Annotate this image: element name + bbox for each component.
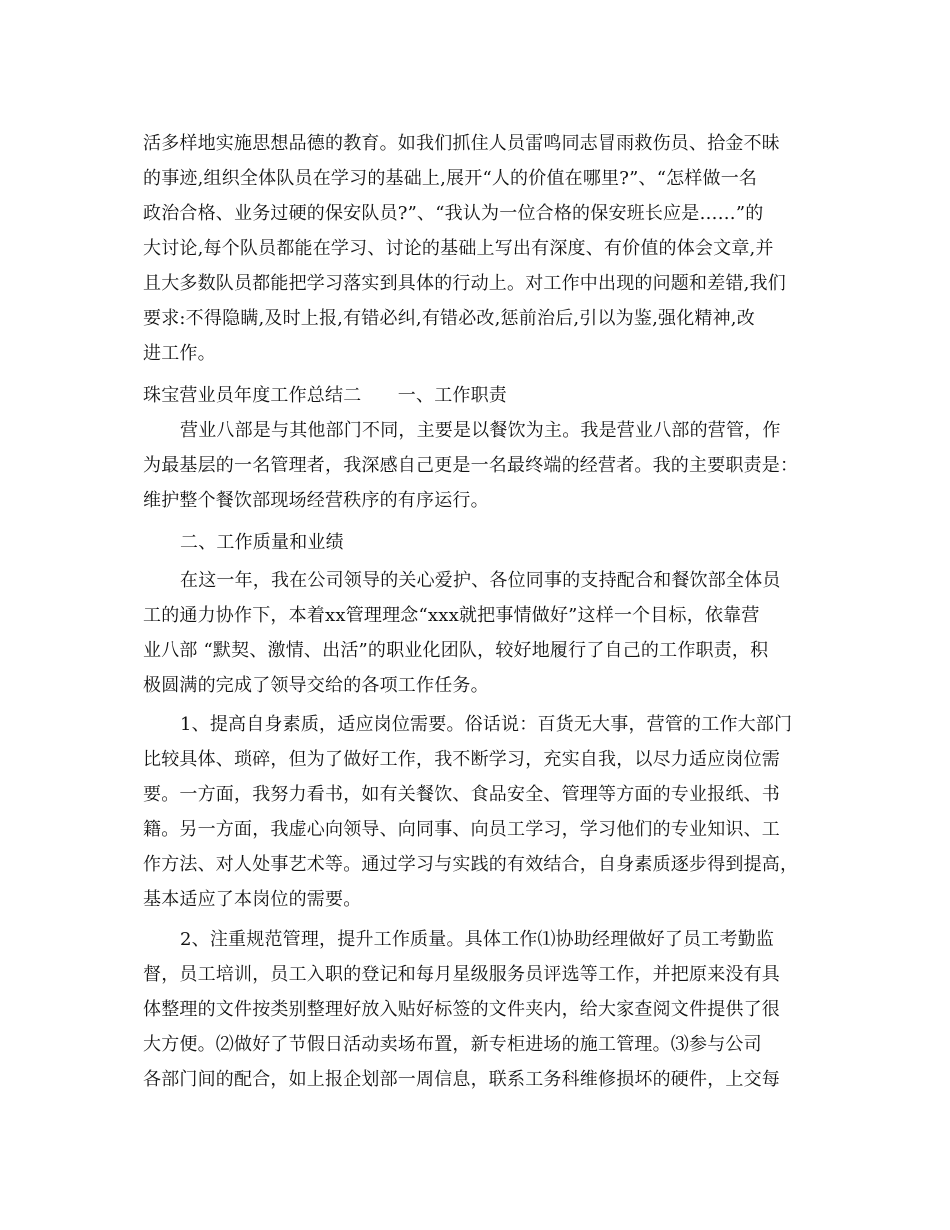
text-line: 1、提高自身素质，适应岗位需要。俗话说：百货无大事，营管的工作大部门	[180, 714, 793, 735]
text-line: 业八部 “默契、激情、出活”的职业化团队，较好地履行了自己的工作职责，积	[143, 640, 769, 661]
text-line: 籍。另一方面，我虚心向领导、向同事、向员工学习，学习他们的专业知识、工	[143, 819, 780, 840]
text-line: 督，员工培训，员工入职的登记和每月星级服务员评选等工作，并把原来没有具	[143, 964, 780, 985]
text-line: 体整理的文件按类别整理好放入贴好标签的文件夹内，给大家查阅文件提供了很	[143, 999, 780, 1020]
text-line: 比较具体、琐碎，但为了做好工作，我不断学习，充实自我，以尽力适应岗位需	[143, 749, 780, 770]
text-line: 大讨论,每个队员都能在学习、讨论的基础上写出有深度、有价值的体会文章,并	[143, 238, 774, 259]
text-line: 且大多数队员都能把学习落实到具体的行动上。对工作中出现的问题和差错,我们	[143, 273, 786, 294]
text-line: 要。一方面，我努力看书，如有关餐饮、食品安全、管理等方面的专业报纸、书	[143, 784, 780, 805]
text-line: 营业八部是与其他部门不同，主要是以餐饮为主。我是营业八部的营管，作	[180, 420, 781, 441]
text-line: 在这一年，我在公司领导的关心爱护、各位同事的支持配合和餐饮部全体员	[180, 570, 781, 591]
text-line: 作方法、对人处事艺术等。通过学习与实践的有效结合，自身素质逐步得到提高，	[143, 854, 799, 875]
text-line: 进工作。	[143, 343, 216, 364]
subsection-heading: 二、工作质量和业绩	[180, 532, 344, 553]
text-line: 极圆满的完成了领导交给的各项工作任务。	[143, 675, 489, 696]
text-line: 大方便。⑵做好了节假日活动卖场布置，新专柜进场的施工管理。⑶参与公司	[143, 1034, 762, 1055]
text-line: 活多样地实施思想品德的教育。如我们抓住人员雷鸣同志冒雨救伤员、拾金不昧	[143, 133, 780, 154]
text-line: 基本适应了本岗位的需要。	[143, 889, 362, 910]
text-line: 维护整个餐饮部现场经营秩序的有序运行。	[143, 490, 489, 511]
text-line: 的事迹,组织全体队员在学习的基础上,展开“人的价值在哪里?”、“怎样做一名	[143, 168, 758, 189]
text-line: 为最基层的一名管理者，我深感自己更是一名最终端的经营者。我的主要职责是：	[143, 455, 799, 476]
text-line: 各部门间的配合，如上报企划部一周信息，联系工务科维修损坏的硬件，上交每	[143, 1069, 780, 1090]
text-line: 工的通力协作下，本着xx管理理念“xxx就把事情做好”这样一个目标，依靠营	[143, 605, 760, 626]
text-line: 2、注重规范管理，提升工作质量。具体工作⑴协助经理做好了员工考勤监	[180, 929, 775, 950]
text-line: 政治合格、业务过硬的保安队员?”、“我认为一位合格的保安班长应是……”的	[143, 203, 764, 224]
section-heading: 珠宝营业员年度工作总结二 一、工作职责	[143, 385, 507, 406]
text-line: 要求:不得隐瞒,及时上报,有错必纠,有错必改,惩前治后,引以为鉴,强化精神,改	[143, 308, 755, 329]
